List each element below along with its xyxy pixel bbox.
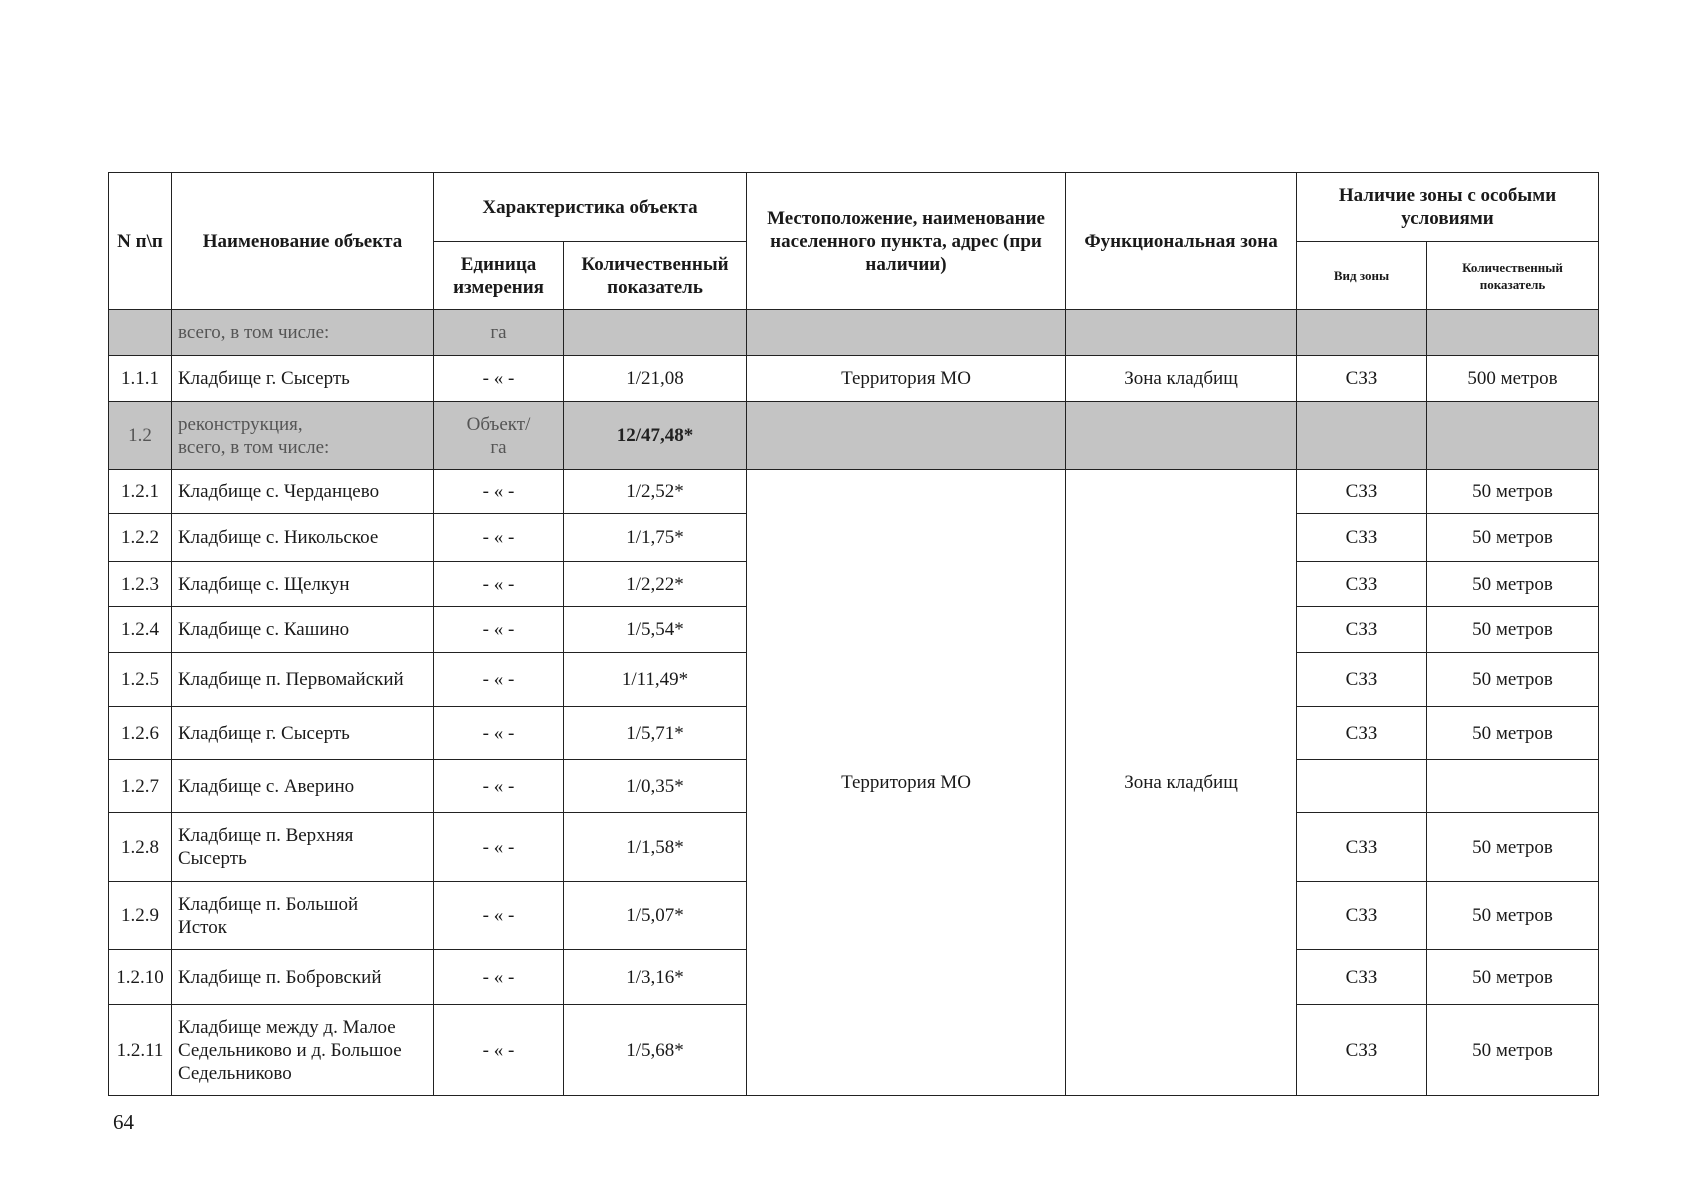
cell-name: Кладбище с. Кашино bbox=[172, 607, 434, 653]
cell-zone-qty bbox=[1427, 760, 1599, 813]
cell-name: всего, в том числе: bbox=[172, 310, 434, 356]
cell-name: Кладбище п. Бобровский bbox=[172, 950, 434, 1005]
cell-unit: - « - bbox=[434, 1005, 564, 1096]
header-location-label: Местоположение, наименование населенного пункта, адрес (при наличии) bbox=[767, 207, 1045, 275]
cell-num: 1.2.6 bbox=[109, 707, 172, 760]
cell-zone-type: СЗЗ bbox=[1297, 514, 1427, 562]
cell-name: Кладбище с. Щелкун bbox=[172, 562, 434, 607]
cemetery-objects-table bbox=[108, 172, 1599, 1096]
cell-zone-type: СЗЗ bbox=[1297, 1005, 1427, 1096]
cell-qty: 1/2,52* bbox=[564, 470, 747, 514]
cell-name-line: Сысерть bbox=[178, 848, 247, 869]
cell-name: Кладбище с. Аверино bbox=[172, 760, 434, 813]
cell-zone-type: СЗЗ bbox=[1297, 950, 1427, 1005]
header-func-zone-label: Функциональная зона bbox=[1084, 230, 1278, 252]
header-unit bbox=[434, 242, 564, 310]
cell-location bbox=[747, 402, 1066, 470]
cell-unit: - « - bbox=[434, 882, 564, 950]
cell-name bbox=[172, 402, 434, 470]
cell-name: Кладбище с. Никольское bbox=[172, 514, 434, 562]
cell-location: Территория МО bbox=[747, 356, 1066, 402]
cell-zone-qty bbox=[1427, 402, 1599, 470]
cell-num: 1.2.1 bbox=[109, 470, 172, 514]
cell-num bbox=[109, 310, 172, 356]
cell-num: 1.2.3 bbox=[109, 562, 172, 607]
header-char-group bbox=[434, 173, 747, 242]
cell-num: 1.2.5 bbox=[109, 653, 172, 707]
cell-zone-type: СЗЗ bbox=[1297, 882, 1427, 950]
cell-unit: - « - bbox=[434, 760, 564, 813]
cell-qty: 1/5,71* bbox=[564, 707, 747, 760]
header-zone-qty-label: Количественный показатель bbox=[1462, 259, 1563, 292]
cell-zone-type: СЗЗ bbox=[1297, 470, 1427, 514]
cell-unit: га bbox=[434, 310, 564, 356]
cell-qty: 1/0,35* bbox=[564, 760, 747, 813]
table-row bbox=[109, 470, 1599, 514]
cell-name-line: Кладбище между д. Малое bbox=[178, 1016, 396, 1038]
cell-zone-qty: 50 метров bbox=[1427, 562, 1599, 607]
header-func-zone bbox=[1066, 173, 1297, 310]
cell-name-line: Седельниково и д. Большое bbox=[178, 1039, 402, 1061]
cell-zone-type: СЗЗ bbox=[1297, 813, 1427, 882]
cell-zone-type: СЗЗ bbox=[1297, 707, 1427, 760]
cell-zone-type: СЗЗ bbox=[1297, 653, 1427, 707]
cell-qty bbox=[564, 310, 747, 356]
header-name bbox=[172, 173, 434, 310]
cell-zone-qty: 50 метров bbox=[1427, 653, 1599, 707]
cell-location-merged: Территория МО bbox=[747, 470, 1066, 1096]
cell-unit: - « - bbox=[434, 950, 564, 1005]
header-special-group-label: Наличие зоны с особыми условиями bbox=[1338, 185, 1557, 229]
header-qty-label: Количественный показатель bbox=[581, 253, 729, 298]
cell-zone-type: СЗЗ bbox=[1297, 356, 1427, 402]
header-zone-type-label: Вид зоны bbox=[1333, 268, 1390, 283]
cell-num: 1.2.11 bbox=[109, 1005, 172, 1096]
cell-qty: 1/21,08 bbox=[564, 356, 747, 402]
cell-unit bbox=[434, 402, 564, 470]
cell-num: 1.2.2 bbox=[109, 514, 172, 562]
cell-num: 1.2.9 bbox=[109, 882, 172, 950]
cell-num: 1.2 bbox=[109, 402, 172, 470]
header-num-label: N п\п bbox=[117, 230, 163, 252]
cell-num: 1.2.10 bbox=[109, 950, 172, 1005]
cell-zone-type: СЗЗ bbox=[1297, 607, 1427, 653]
cell-name-line: всего, в том числе: bbox=[178, 436, 330, 458]
cell-name-line: реконструкция, bbox=[178, 413, 303, 435]
cell-name: Кладбище г. Сысерть bbox=[172, 707, 434, 760]
cell-name-line: Исток bbox=[178, 916, 227, 938]
cell-unit-line: га bbox=[490, 436, 507, 458]
cell-name-line: Кладбище п. Верхняя bbox=[178, 825, 354, 846]
cell-name: Кладбище г. Сысерть bbox=[172, 356, 434, 402]
cell-unit: - « - bbox=[434, 607, 564, 653]
header-location bbox=[747, 173, 1066, 310]
header-num bbox=[109, 173, 172, 310]
table-row-reconstruction bbox=[109, 402, 1599, 470]
cell-zone-qty bbox=[1427, 310, 1599, 356]
cell-unit-line: Объект/ bbox=[466, 413, 531, 435]
cell-name: Кладбище п. Первомайский bbox=[172, 653, 434, 707]
cell-unit: - « - bbox=[434, 514, 564, 562]
cell-qty: 1/5,54* bbox=[564, 607, 747, 653]
cell-zone-qty: 50 метров bbox=[1427, 607, 1599, 653]
cell-func-zone: Зона кладбищ bbox=[1066, 356, 1297, 402]
cell-zone-qty: 50 метров bbox=[1427, 882, 1599, 950]
cell-unit: - « - bbox=[434, 562, 564, 607]
cell-qty: 1/1,75* bbox=[564, 514, 747, 562]
cell-zone-qty: 50 метров bbox=[1427, 950, 1599, 1005]
cell-num: 1.2.8 bbox=[109, 813, 172, 882]
cell-unit: - « - bbox=[434, 356, 564, 402]
table-row bbox=[109, 356, 1599, 402]
header-special-group bbox=[1297, 173, 1599, 242]
cell-qty: 1/11,49* bbox=[564, 653, 747, 707]
header-unit-label: Единица измерения bbox=[453, 253, 544, 298]
header-name-label: Наименование объекта bbox=[202, 230, 403, 252]
cell-zone-qty: 50 метров bbox=[1427, 514, 1599, 562]
cell-zone-qty: 50 метров bbox=[1427, 813, 1599, 882]
cell-num: 1.2.7 bbox=[109, 760, 172, 813]
cell-qty: 1/2,22* bbox=[564, 562, 747, 607]
header-qty bbox=[564, 242, 747, 310]
cell-name-line: Кладбище п. Большой bbox=[178, 893, 359, 915]
cell-zone-type: СЗЗ bbox=[1297, 562, 1427, 607]
cell-func-zone bbox=[1066, 310, 1297, 356]
cell-func-zone bbox=[1066, 402, 1297, 470]
table-row-total bbox=[109, 310, 1599, 356]
header-zone-type bbox=[1297, 242, 1427, 310]
cell-zone-type bbox=[1297, 760, 1427, 813]
cell-func-zone-merged: Зона кладбищ bbox=[1066, 470, 1297, 1096]
header-char-group-label: Характеристика объекта bbox=[482, 196, 698, 218]
cell-zone-qty: 50 метров bbox=[1427, 470, 1599, 514]
cell-name: Кладбище с. Черданцево bbox=[172, 470, 434, 514]
cell-unit: - « - bbox=[434, 653, 564, 707]
cell-unit: - « - bbox=[434, 470, 564, 514]
cell-name bbox=[172, 882, 434, 950]
cell-zone-qty: 500 метров bbox=[1427, 356, 1599, 402]
cell-num: 1.2.4 bbox=[109, 607, 172, 653]
page-number: 64 bbox=[113, 1110, 134, 1134]
cell-zone-type bbox=[1297, 310, 1427, 356]
cell-location bbox=[747, 310, 1066, 356]
cell-name-line: Седельниково bbox=[178, 1062, 292, 1084]
cell-unit: - « - bbox=[434, 707, 564, 760]
cell-unit: - « - bbox=[434, 813, 564, 882]
cell-qty: 1/3,16* bbox=[564, 950, 747, 1005]
header-zone-qty bbox=[1427, 242, 1599, 310]
cell-name bbox=[172, 1005, 434, 1096]
cell-qty: 12/47,48* bbox=[564, 402, 747, 470]
cell-zone-qty: 50 метров bbox=[1427, 707, 1599, 760]
cell-num: 1.1.1 bbox=[109, 356, 172, 402]
cell-qty: 1/5,68* bbox=[564, 1005, 747, 1096]
cell-zone-qty: 50 метров bbox=[1427, 1005, 1599, 1096]
cell-qty: 1/5,07* bbox=[564, 882, 747, 950]
cell-zone-type bbox=[1297, 402, 1427, 470]
cell-qty: 1/1,58* bbox=[564, 813, 747, 882]
cell-name bbox=[172, 813, 434, 882]
